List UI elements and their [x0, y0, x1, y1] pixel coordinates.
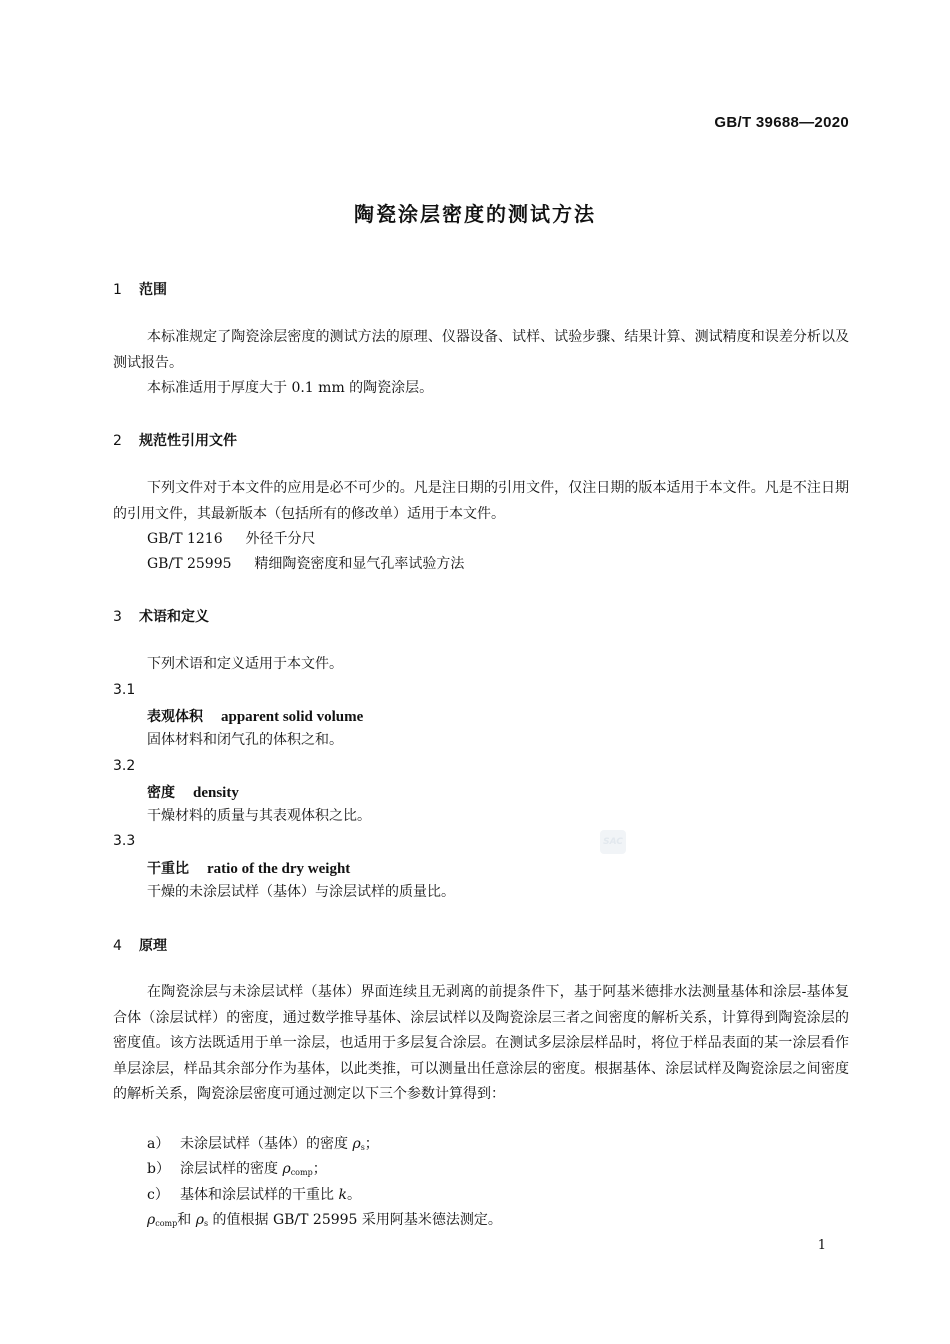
- symbol-rho: ρ: [195, 1212, 204, 1228]
- term-chinese: 干重比: [147, 861, 189, 877]
- section-title: 术语和定义: [139, 609, 209, 625]
- list-item: [147, 1133, 379, 1153]
- conjunction: 和: [177, 1212, 192, 1228]
- list-text: 基体和涂层试样的干重比: [180, 1187, 334, 1203]
- list-item: [147, 1184, 361, 1204]
- reference-code: GB/T 1216: [147, 531, 223, 547]
- list-punctuation: ；: [364, 1136, 379, 1152]
- term-entry: [147, 706, 363, 726]
- section-2-paragraph: 下列文件对于本文件的应用是必不可少的。凡是注日期的引用文件，仅注日期的版本适用于本文件。凡是不注日期的引用文件，其最新版本（包括所有的修改单）适用于本文件。: [113, 480, 849, 522]
- list-punctuation: ；: [312, 1161, 327, 1177]
- term-definition: 干燥的未涂层试样（基体）与涂层试样的质量比。: [147, 884, 455, 900]
- section-number: 3: [113, 609, 122, 625]
- symbol-rho: ρ: [352, 1136, 361, 1152]
- final-text: 的值根据 GB/T 25995 采用阿基米德法测定。: [212, 1212, 502, 1228]
- list-label: c）: [147, 1187, 169, 1203]
- term-entry: [147, 858, 350, 878]
- list-item: [147, 1158, 327, 1178]
- document-title: 陶瓷涂层密度的测试方法: [354, 202, 596, 226]
- watermark-logo: SAC: [600, 830, 626, 854]
- section-3-intro: 下列术语和定义适用于本文件。: [147, 656, 343, 672]
- section-1-heading: [113, 279, 167, 299]
- clause-number: 3.2: [113, 758, 136, 774]
- term-english: apparent solid volume: [221, 709, 364, 725]
- section-number: 4: [113, 938, 122, 954]
- term-english: density: [193, 785, 239, 801]
- list-label: a）: [147, 1136, 170, 1152]
- section-4-paragraph: 在陶瓷涂层与未涂层试样（基体）界面连续且无剥离的前提条件下，基于阿基米德排水法测量基体和涂层-基体复合体（涂层试样）的密度，通过数学推导基体、涂层试样以及陶瓷涂层三者之间密度的解析关系，计算得到陶瓷涂层的密度值。该方法既适用于单一涂层，也适用于多层复合涂层。在测试多层涂层样品时，将位于样品表面的某一涂层看作单层涂层，样品其余部分作为基体，以此类推，可以测量出任意涂层的密度。根据基体、涂层试样及陶瓷涂层之间密度的解析关系，陶瓷涂层密度可通过测定以下三个参数计算得到：: [113, 984, 849, 1102]
- reference-name: 精细陶瓷密度和显气孔率试验方法: [254, 556, 465, 572]
- symbol-subscript: comp: [155, 1219, 178, 1228]
- symbol-subscript: comp: [290, 1168, 313, 1177]
- clause-number: 3.1: [113, 682, 136, 698]
- symbol-rho: ρ: [147, 1212, 156, 1228]
- standard-code: GB/T 39688—2020: [714, 114, 849, 131]
- symbol-subscript: s: [203, 1219, 209, 1228]
- list-punctuation: 。: [346, 1187, 361, 1203]
- final-sentence: [147, 1209, 502, 1229]
- section-title: 范围: [139, 282, 167, 298]
- section-1-paragraph-2: 本标准适用于厚度大于 0.1 mm 的陶瓷涂层。: [147, 380, 434, 396]
- reference-name: 外径千分尺: [245, 531, 316, 547]
- section-number: 2: [113, 433, 122, 449]
- reference-code: GB/T 25995: [147, 556, 232, 572]
- symbol-subscript: s: [360, 1143, 365, 1152]
- list-label: b）: [147, 1161, 170, 1177]
- symbol-k: k: [338, 1187, 347, 1203]
- term-definition: 固体材料和闭气孔的体积之和。: [147, 732, 343, 748]
- list-text: 未涂层试样（基体）的密度: [180, 1136, 348, 1152]
- reference-item: [147, 527, 316, 552]
- term-definition: 干燥材料的质量与其表观体积之比。: [147, 808, 371, 824]
- term-entry: [147, 782, 239, 802]
- clause-number: 3.3: [113, 833, 136, 849]
- section-2-heading: [113, 430, 237, 450]
- reference-item: [147, 552, 464, 577]
- symbol-rho: ρ: [282, 1161, 291, 1177]
- section-3-heading: [113, 606, 209, 626]
- section-title: 规范性引用文件: [139, 433, 237, 449]
- section-1-paragraph-1: 本标准规定了陶瓷涂层密度的测试方法的原理、仪器设备、试样、试验步骤、结果计算、测试精度和误差分析以及测试报告。: [113, 329, 849, 371]
- term-chinese: 表观体积: [147, 709, 203, 725]
- section-4-heading: [113, 935, 167, 955]
- term-english: ratio of the dry weight: [207, 861, 351, 877]
- page-number: 1: [817, 1238, 826, 1253]
- term-chinese: 密度: [147, 785, 175, 801]
- list-text: 涂层试样的密度: [180, 1161, 278, 1177]
- section-number: 1: [113, 282, 122, 298]
- section-title: 原理: [139, 938, 167, 954]
